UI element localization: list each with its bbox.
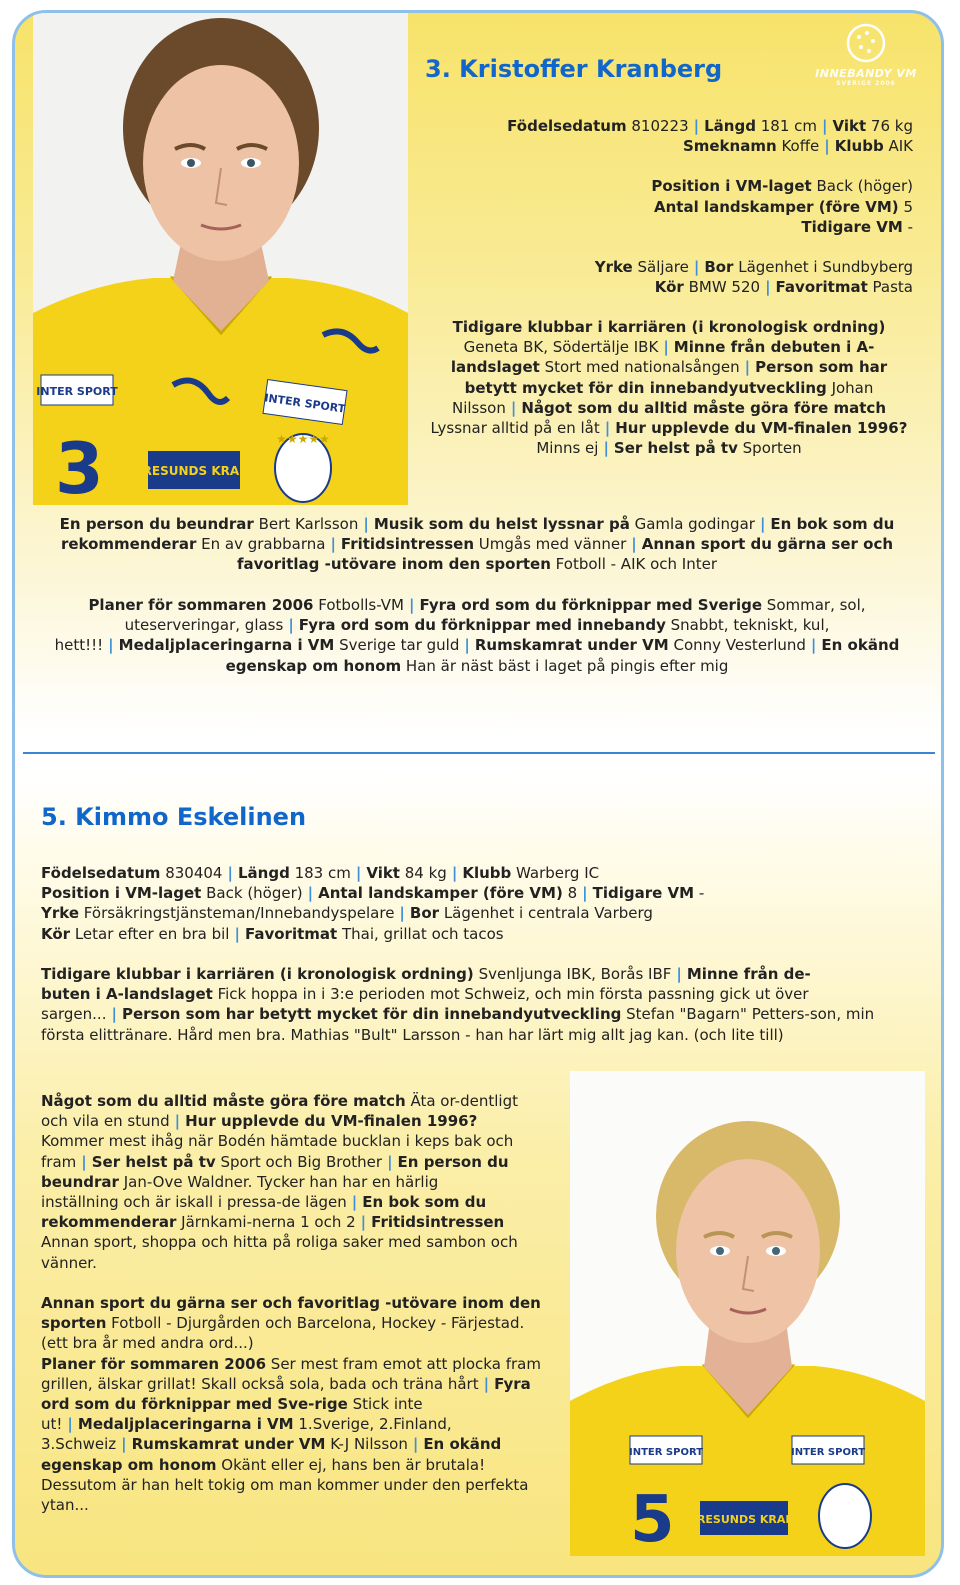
shirt-number: 3 xyxy=(55,428,104,505)
player-photo-illustration xyxy=(33,13,408,505)
player1-interests: En person du beundrar Bert Karlsson | Musik som du helst lyssnar på Gamla godingar | En bok som du rekommenderar En av grabbarna | Fritidsintressen Umgås med vänner | Annan sport du gärna ser och favoritlag -utövare inom den sporten Fotboll - AIK och Inter xyxy=(59,515,895,574)
player-photo-kranberg xyxy=(33,13,408,505)
shirt-sponsor-bottom-2: ÖRESUNDS KRAFT xyxy=(687,1513,801,1526)
shirt-sponsor-right-2: INTER SPORT xyxy=(790,1447,866,1458)
player2-facts: Födelsedatum 830404 | Längd 183 cm | Vikt 84 kg | Klubb Warberg IC Position i VM-laget Back (höger) | Antal landskamper (före VM) 8 | Tidigare VM - Yrke Försäkringstjänsteman/Innebandyspelare | Bor Lägenhet i centrala Varberg Kör Letar efter en bra bil | Favoritmat Thai, grillat och tacos xyxy=(41,864,705,943)
floorball-ball-icon xyxy=(841,21,891,63)
profile-card xyxy=(12,10,944,1578)
innebandy-vm-logo xyxy=(811,21,921,96)
player2-career: Tidigare klubbar i karriären (i kronologisk ordning) Svenljunga IBK, Borås IBF | Minne från de- buten i A-landslaget Fick hoppa in i 3:e perioden mot Schweiz, och min första passning gick ut över sargen... | Person som har betytt mycket för din innebandyutveckling Stefan "Bagarn" Petters-son, min första elittränare. Hård men bra. Mathias "Bult" Larsson - han har lärt mig allt jag kan. (och lite till) xyxy=(41,965,875,1044)
section-divider xyxy=(23,752,935,754)
logo-title: INNEBANDY VM xyxy=(815,67,917,80)
player1-career: Tidigare klubbar i karriären (i kronologisk ordning) Geneta BK, Södertälje IBK | Minne från debuten i A-landslaget Stort med nationalsången | Person som har betytt mycket för din innebandyutveckling Johan Nilsson | Något som du alltid måste göra före match Lyssnar alltid på en låt | Hur upplevde du VM-finalen 1996? Minns ej | Ser helst på tv Sporten xyxy=(430,318,908,458)
player1-summer: Planer för sommaren 2006 Fotbolls-VM | Fyra ord som du förknippar med Sverige Sommar, sol, uteserveringar, glass | Fyra ord som du förknippar med innebandy Snabbt, tekniskt, kul, hett!!! | Medaljplaceringarna i VM Sverige tar guld | Rumskamrat under VM Conny Vesterlund | En okänd egenskap om honom Han är näst bäst i laget på pingis efter mig xyxy=(54,596,900,675)
player1-facts: Födelsedatum 810223 | Längd 181 cm | Vikt 76 kg Smeknamn Koffe | Klubb AIK Position i VM-laget Back (höger) Antal landskamper (före VM) 5 Tidigare VM - Yrke Säljare | Bor Lägenhet i Sundbyberg Kör BMW 520 | Favoritmat Pasta xyxy=(507,117,913,297)
shirt-sponsor-left: INTER SPORT xyxy=(36,385,118,398)
svg-text:★★★★★: ★★★★★ xyxy=(276,432,330,446)
shirt-sponsor-left-2: INTER SPORT xyxy=(628,1447,704,1458)
player1-name: 3. Kristoffer Kranberg xyxy=(425,55,723,83)
player2-summer: Annan sport du gärna ser och favoritlag -utövare inom den sporten Fotboll - Djurgården och Barcelona, Hockey - Färjestad. (ett bra år med andra ord...) Planer för sommaren 2006 Ser mest fram emot att plocka fram grillen, älskar grillat! Skall också sola, bada och träna hårt | Fyra ord som du förknippar med Sve-rige Stick inte ut! | Medaljplaceringarna i VM 1.Sverige, 2.Finland, 3.Schweiz | Rumskamrat under VM K-J Nilsson | En okänd egenskap om honom Okänt eller ej, hans ben är brutala! Dessutom är han helt tokig om man kommer under den perfekta ytan... xyxy=(41,1294,541,1515)
shirt-sponsor-bottom: ÖRESUNDS KRAFT xyxy=(132,464,256,478)
logo-subtitle: SVERIGE 2006 xyxy=(836,80,896,87)
player-photo-eskelinen xyxy=(570,1071,925,1556)
player2-ritual: Något som du alltid måste göra före match Äta or-dentligt och vila en stund | Hur upplevde du VM-finalen 1996? Kommer mest ihåg när Bodén hämtade bucklan i keps bak och fram | Ser helst på tv Sport och Big Brother | En person du beundrar Jan-Ove Waldner. Tycker han har en härlig inställning och är iskall i pressa-de lägen | En bok som du rekommenderar Järnkami-nerna 1 och 2 | Fritidsintressen Annan sport, shoppa och hitta på roliga saker med sambon och vänner. xyxy=(41,1092,518,1272)
player2-name: 5. Kimmo Eskelinen xyxy=(41,803,307,831)
player-photo-illustration-2 xyxy=(570,1071,925,1556)
shirt-sponsor-right: INTER SPORT xyxy=(263,391,347,416)
shirt-number-2: 5 xyxy=(630,1483,675,1556)
